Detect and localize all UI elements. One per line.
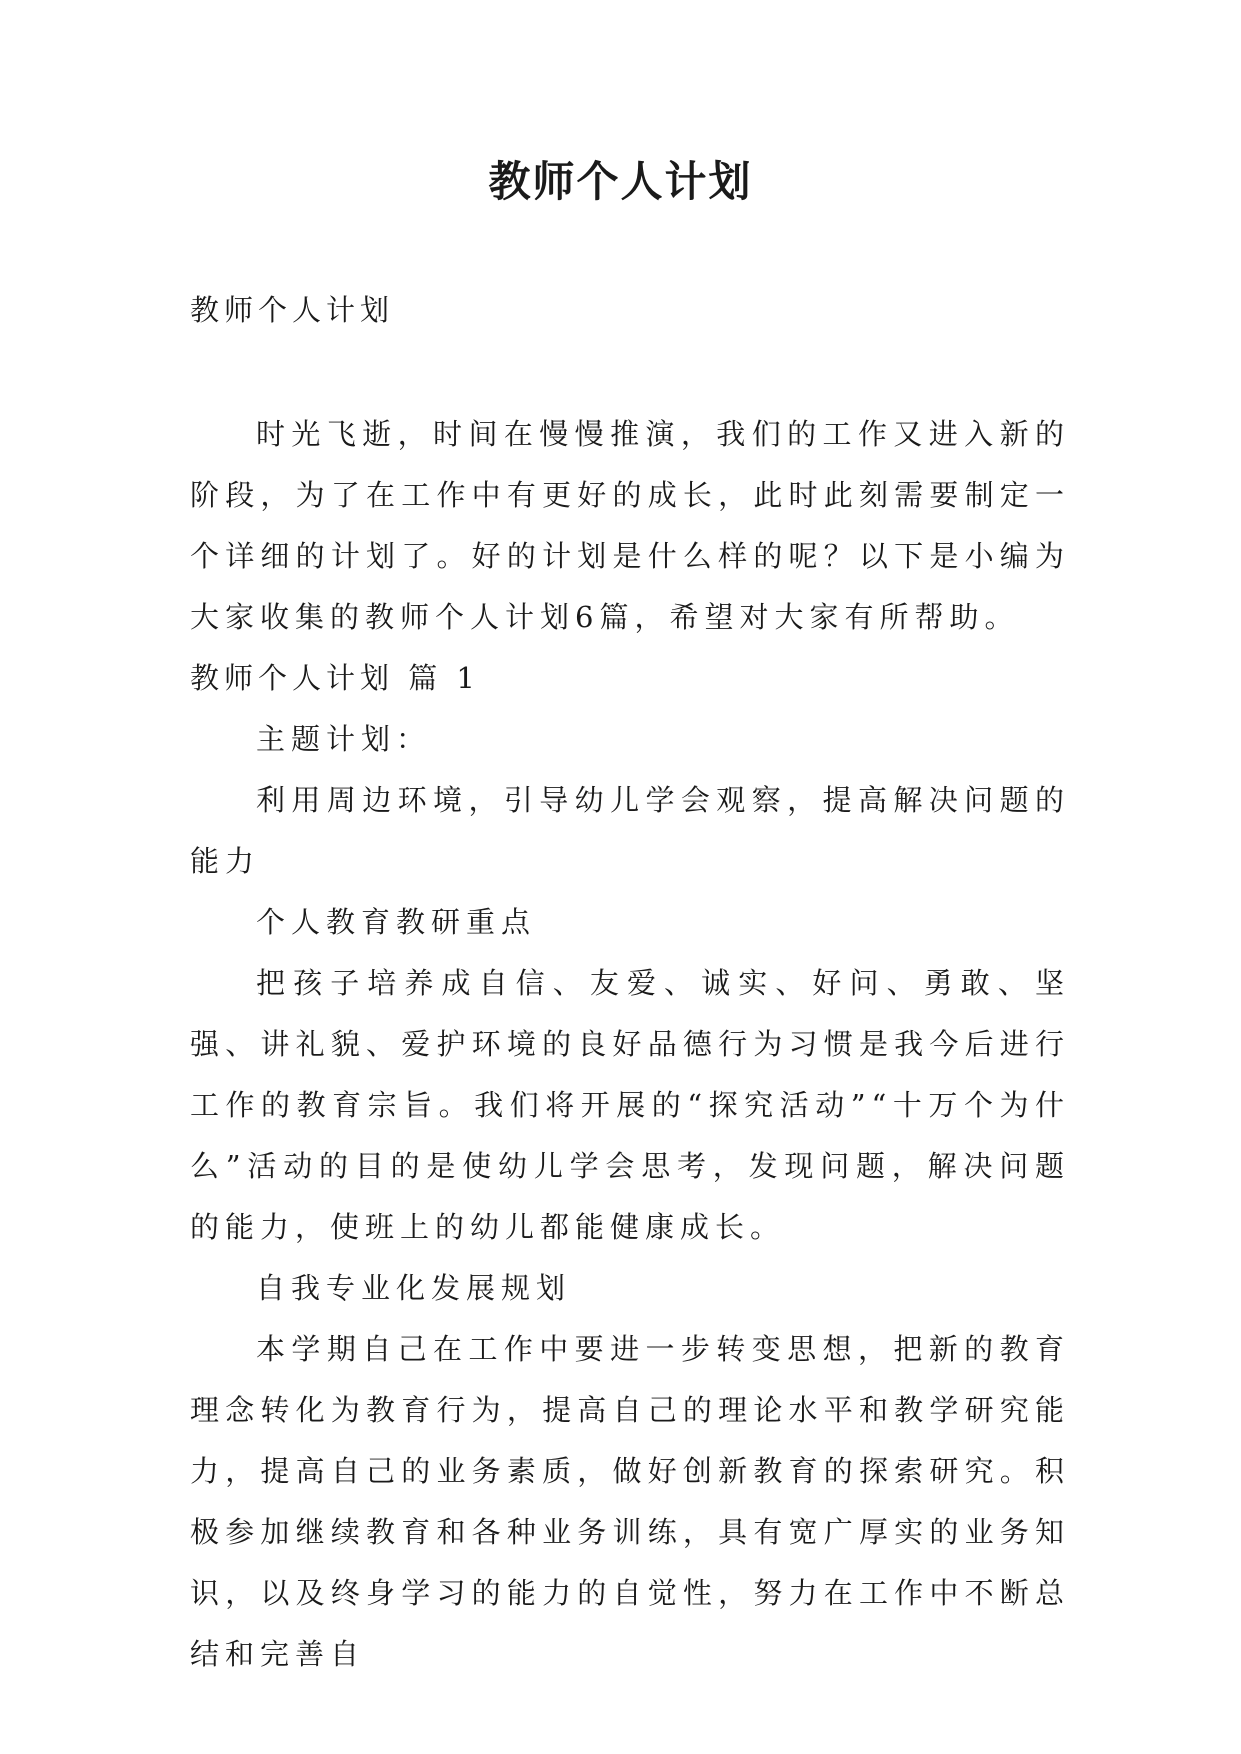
document-subtitle: 教师个人计划 — [190, 293, 395, 327]
document-body — [190, 404, 1070, 1685]
paragraph-theme-label: 主题计划： — [256, 722, 432, 756]
paragraph-focus-label: 个人教育教研重点 — [256, 905, 537, 939]
paragraph-intro: 时光飞逝，时间在慢慢推演，我们的工作又进入新的阶段，为了在工作中有更好的成长，此时此刻需要制定一个详细的计划了。好的计划是什么样的呢？以下是小编为大家收集的教师个人计划6篇，希望对大家有所帮助。 — [190, 417, 1070, 634]
paragraph-focus-content: 把孩子培养成自信、友爱、诚实、好问、勇敢、坚强、讲礼貌、爱护环境的良好品德行为习惯是我今后进行工作的教育宗旨。我们将开展的“探究活动”“十万个为什么”活动的目的是使幼儿学会思考，发现问题，解决问题的能力，使班上的幼儿都能健康成长。 — [190, 966, 1070, 1244]
paragraph-development-content: 本学期自己在工作中要进一步转变思想，把新的教育理念转化为教育行为，提高自己的理论水平和教学研究能力，提高自己的业务素质，做好创新教育的探索研究。积极参加继续教育和各种业务训练，具有宽广厚实的业务知识，以及终身学习的能力的自觉性，努力在工作中不断总结和完善自 — [190, 1332, 1070, 1671]
paragraph-theme-content: 利用周边环境，引导幼儿学会观察，提高解决问题的能力 — [190, 783, 1070, 878]
paragraph-development-label: 自我专业化发展规划 — [256, 1271, 572, 1305]
section-heading: 教师个人计划 篇 1 — [190, 661, 480, 695]
document-title: 教师个人计划 — [488, 157, 753, 206]
